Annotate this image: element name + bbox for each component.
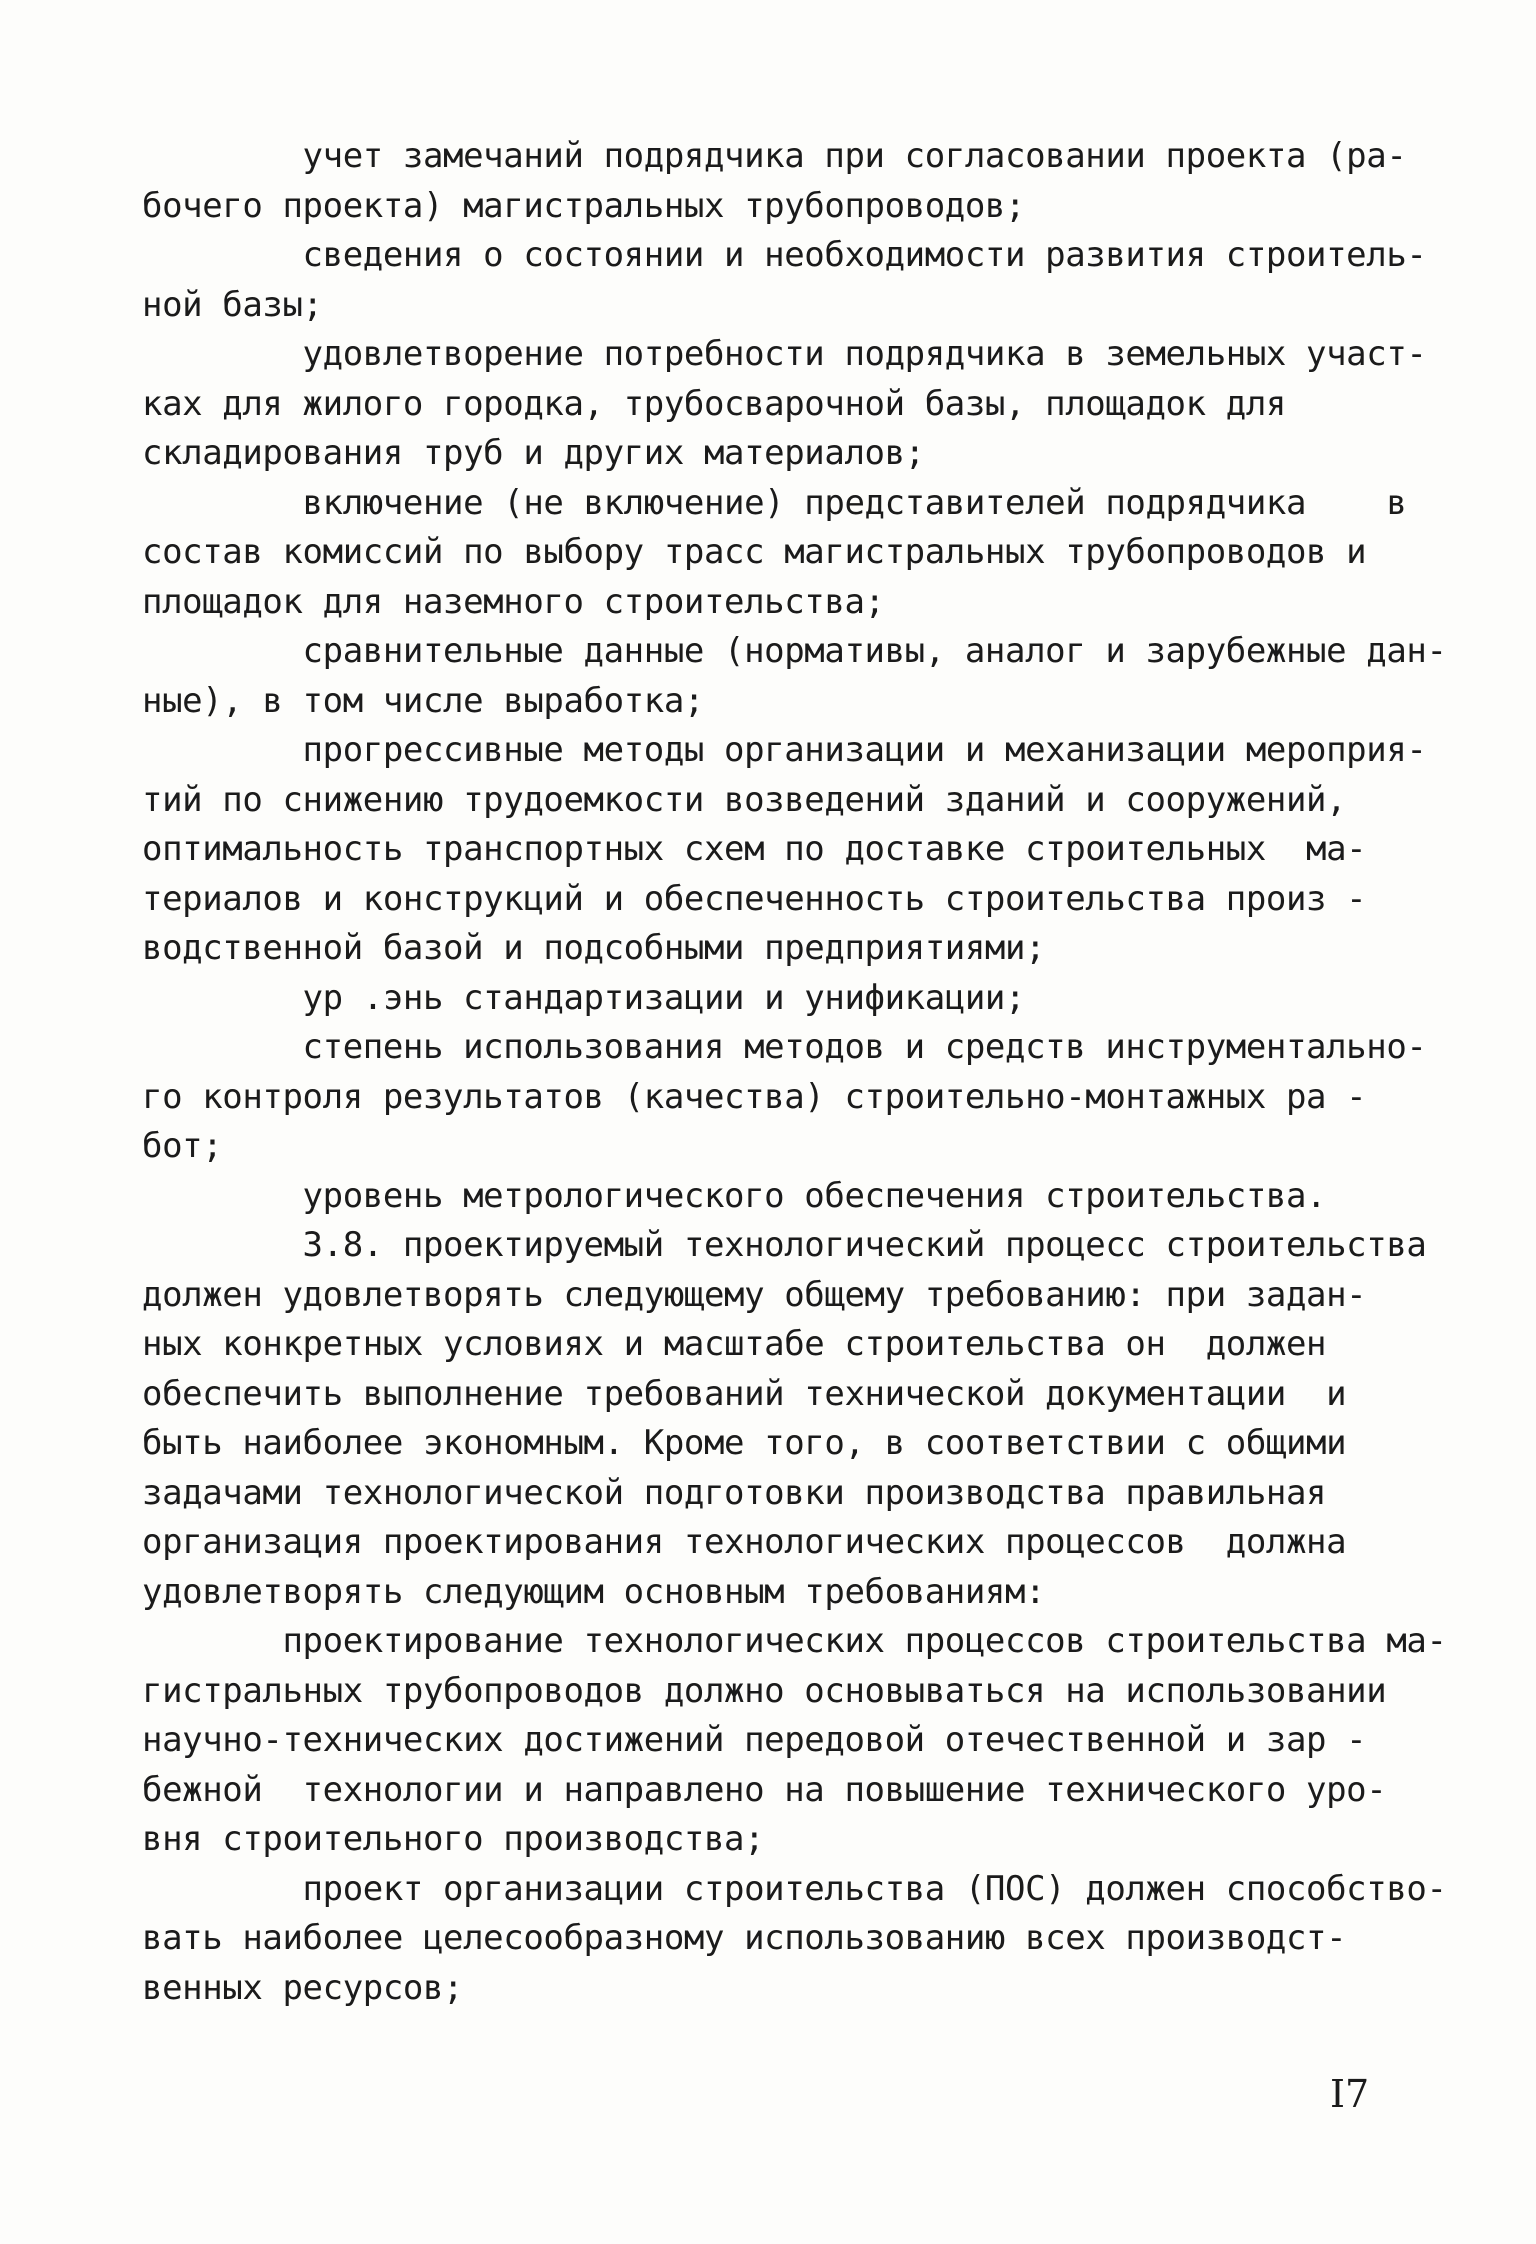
text-line: сравнительные данные (нормативы, аналог и зарубежные дан- (142, 631, 1447, 671)
body-text (142, 132, 1447, 2013)
text-line: вать наиболее целесообразному использованию всех производст- (142, 1918, 1347, 1958)
text-line: задачами технологической подготовки производства правильная (142, 1472, 1327, 1513)
text-line: степень использования методов и средств инструментально- (142, 1027, 1427, 1067)
text-line: сведения о состоянии и необходимости развития строитель- (142, 235, 1427, 275)
text-line: обеспечить выполнение требований технической документации и (142, 1373, 1347, 1414)
text-line: ных конкретных условиях и масштабе строительства он должен (142, 1324, 1327, 1364)
text-line: площадок для наземного строительства; (142, 581, 885, 622)
text-line: вня строительного производства; (142, 1819, 765, 1859)
text-line: гистральных трубопроводов должно основываться на использовании (142, 1670, 1387, 1711)
text-line: бежной технологии и направлено на повышение технического уро- (142, 1769, 1387, 1810)
text-line: ной базы; (142, 284, 323, 325)
text-line: учет замечаний подрядчика при согласовании проекта (ра- (142, 136, 1407, 176)
text-line: ные), в том числе выработка; (142, 680, 704, 721)
text-line: 3.8. проектируемый технологический процесс строительства (142, 1225, 1427, 1265)
text-line: проект организации строительства (ПОС) должен способство- (142, 1868, 1447, 1909)
text-line: удовлетворение потребности подрядчика в земельных участ- (142, 334, 1427, 374)
text-line: организация проектирования технологических процессов должна (142, 1522, 1347, 1562)
text-line: бот; (142, 1126, 223, 1166)
text-line: териалов и конструкций и обеспеченность строительства произ - (142, 878, 1367, 919)
text-line: бочего проекта) магистральных трубопроводов; (142, 185, 1026, 226)
text-line: должен удовлетворять следующему общему требованию: при задан- (142, 1274, 1367, 1315)
text-line: ур .энь стандартизации и унификации; (142, 977, 1026, 1018)
text-line: ках для жилого городка, трубосварочной базы, площадок для (142, 383, 1286, 424)
text-line: уровень метрологического обеспечения строительства. (142, 1175, 1327, 1216)
text-line: удовлетворять следующим основным требованиям: (142, 1571, 1046, 1612)
text-line: складирования труб и других материалов; (142, 433, 925, 473)
text-line: состав комиссий по выбору трасс магистральных трубопроводов и (142, 532, 1367, 572)
text-line: проектирование технологических процессов строительства ма- (142, 1621, 1447, 1661)
text-line: водственной базой и подсобными предприятиями; (142, 928, 1046, 968)
text-line: оптимальность транспортных схем по доставке строительных ма- (142, 829, 1367, 869)
text-line: научно-технических достижений передовой отечественной и зар - (142, 1720, 1367, 1760)
text-line: го контроля результатов (качества) строительно-монтажных ра - (142, 1076, 1367, 1117)
text-line: быть наиболее экономным. Кроме того, в соответствии с общими (142, 1423, 1347, 1463)
text-line: прогрессивные методы организации и механизации мероприя- (142, 730, 1427, 770)
text-line: тий по снижению трудоемкости возведений зданий и сооружений, (142, 779, 1347, 820)
page-number: I7 (1330, 2072, 1370, 2116)
text-line: венных ресурсов; (142, 1967, 464, 2008)
text-line: включение (не включение) представителей подрядчика в (142, 482, 1407, 523)
